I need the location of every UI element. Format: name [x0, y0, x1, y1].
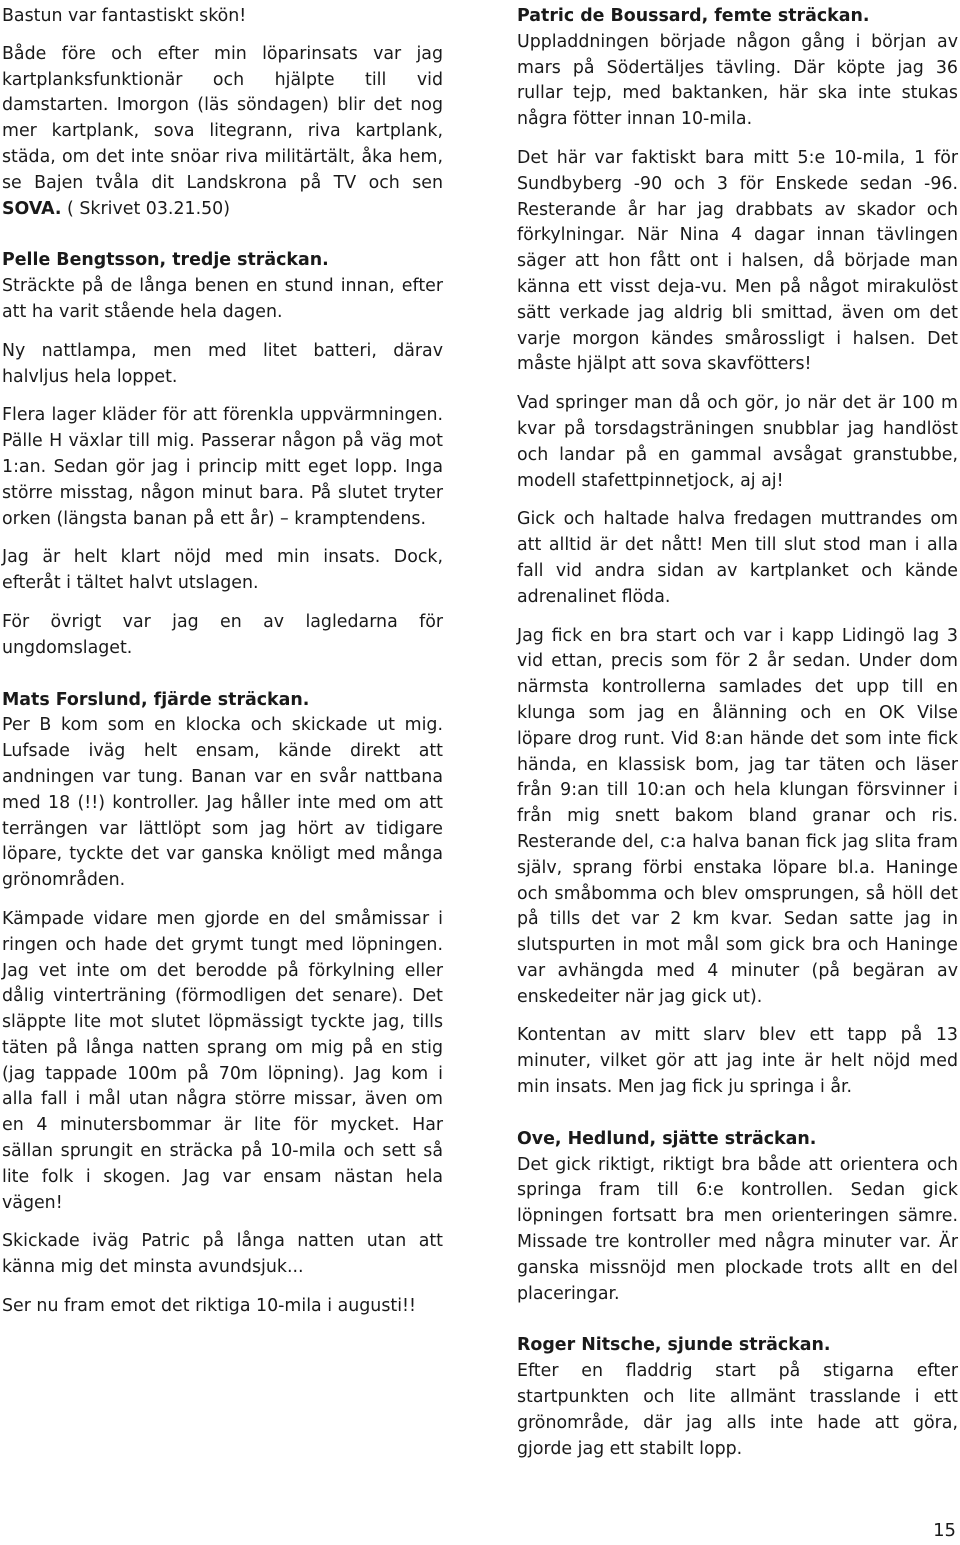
- intro-timestamp: ( Skrivet 03.21.50): [61, 198, 231, 219]
- section-heading-patric: Patric de Boussard, femte sträckan.: [517, 6, 870, 26]
- patric-section-first: [517, 4, 958, 133]
- paragraph: Jag är helt klart nöjd med min insats. Dock, efteråt i tältet halvt utslagen.: [2, 547, 443, 594]
- paragraph: Ser nu fram emot det riktiga 10-mila i augusti!!: [2, 1296, 416, 1317]
- intro-text: Både före och efter min löparinsats var jag kartplanksfunktionär och hjälpte till vid damstarten. Imorgon (läs söndagen) blir det nog mer kartplank, sova litegrann, riva kartplank, städa, om det inte snöar riva militärtält, åka hem, se Bajen tvåla dit Landskrona på TV och sen: [2, 43, 443, 193]
- roger-section: [517, 1333, 958, 1462]
- section-heading-mats: Mats Forslund, fjärde sträckan.: [2, 689, 310, 710]
- paragraph: För övrigt var jag en av lagledarna för ungdomslaget.: [2, 611, 443, 658]
- right-column: [517, 4, 958, 1475]
- section-heading-ove: Ove, Hedlund, sjätte sträckan.: [517, 1128, 817, 1149]
- paragraph: Det här var faktiskt bara mitt 5:e 10-mila, 1 för Sundbyberg -90 och 3 för Enskede sedan -96. Resterande år har jag drabbats av skador och förkylningar. När Nina 4 dagar innan tävlingen säger att hon fått ont i halsen, då började man känna ett visst deja-vu. Men på något mirakulöst sätt verkade jag aldrig bli smittad, även om det varje morgon kändes smårossligt i halsen. Det måste hjälpt att sova skavfötters!: [517, 147, 958, 375]
- left-column: [2, 4, 443, 1333]
- paragraph: Per B kom som en klocka och skickade ut mig. Lufsade iväg helt ensam, kände direkt att andningen var tung. Banan var en svår nattbana med 18 (!!) kontroller. Jag håller inte med om att terrängen var lättlöpt som jag hört av tidigare löpare, tyckte det var ganska knöligt med många grönområden.: [2, 715, 443, 891]
- paragraph: Flera lager kläder för att förenkla uppvärmningen. Pälle H växlar till mig. Passerar någon på väg mot 1:an. Sedan gör jag i princip mitt eget lopp. Inga större misstag, någon minut bara. På slutet tryter orken (längsta banan på ett år) – kramptendens.: [2, 405, 443, 529]
- paragraph: Gick och haltade halva fredagen muttrandes om att alltid är det nått! Men till slut stod man i alla fall vid andra sidan av kartplanket och kände adrenalinet flöda.: [517, 509, 958, 607]
- intro-paragraph: [2, 42, 443, 223]
- paragraph: Jag fick en bra start och var i kapp Lidingö lag 3 vid ettan, precis som för 2 år sedan. Under dom närmsta kontrollerna samlades det upp till en klunga som jag en ålänning och en OK Vilse löpare drog runt. Vid 8:an hände det som inte fick hända, en klassisk bom, jag tar täten och läser från 9:an till 10:an och hela klungan försvinner i från mig snett bakom bland granar och ris. Resterande del, c:a halva banan fick jag slita fram själv, sprang förbi enstaka löpare bl.a. Haninge och småbomma och blev omsprungen, så höll det på tills det var 2 km kvar. Sedan satte jag in slutspurten in mot mål som gick bra och Haninge var avhängda med 4 minuter (på begäran av enskedeiter när jag gick ut).: [517, 625, 958, 1007]
- section-heading-roger: Roger Nitsche, sjunde sträckan.: [517, 1335, 831, 1356]
- paragraph: Vad springer man då och gör, jo när det är 100 m kvar på torsdagsträningen snubblar jag handlöst och landar på en gammal avsågat granstubbe, modell stafettpinnetjock, aj aj!: [517, 393, 958, 491]
- paragraph: Kämpade vidare men gjorde en del småmissar i ringen och hade det grymt tungt med löpningen. Jag vet inte om det berodde på förkylning eller dålig vinterträning (förmodligen det senare). Det släppte lite mot slutet löpmässigt tyckte jag, tills täten på långa natten sprang om mig på en stig (jag tappade 100m på 70m löpning). Jag kom i alla fall i mål utan några större missar, även om en 4 minutersbommar är lite för mycket. Har sällan sprungit en sträcka på 10-mila och sett så lite folk i skogen. Jag var ensam nästan hela vägen!: [2, 908, 443, 1213]
- paragraph: Skickade iväg Patric på långa natten utan att känna mig det minsta avundsjuk...: [2, 1231, 443, 1278]
- paragraph: Ny nattlampa, men med litet batteri, därav halvljus hela loppet.: [2, 340, 443, 387]
- section-heading-pelle: Pelle Bengtsson, tredje sträckan.: [2, 250, 329, 271]
- paragraph: Uppladdningen började någon gång i början av mars på Södertäljes tävling. Där köpte jag 36 rullar tejp, med baktanken, här ska inte stukas några fötter innan 10-mila.: [517, 31, 958, 130]
- paragraph: Det gick riktigt, riktigt bra både att orientera och springa fram till 6:e kontrollen. Sedan gick löpningen fortsatt bra men orienteringen sämre. Missade tre kontroller med några minuter var. Är ganska missnöjd men plockade trots allt en del placeringar.: [517, 1154, 958, 1304]
- intro-bold-text: SOVA.: [2, 198, 62, 219]
- paragraph: Efter en fladdrig start på stigarna efter startpunkten och lite allmänt trasslande i ett grönområde, där jag alls inte hade att göra, gjorde jag ett stabilt lopp.: [517, 1361, 958, 1459]
- paragraph: Sträckte på de långa benen en stund innan, efter att ha varit stående hela dagen.: [2, 276, 443, 322]
- page-number: 15: [933, 1520, 956, 1541]
- mats-section-first: [2, 688, 443, 894]
- intro-line: Bastun var fantastiskt skön!: [2, 6, 247, 26]
- paragraph: Kontentan av mitt slarv blev ett tapp på 13 minuter, vilket gör att jag inte är helt nöjd med min insats. Men jag fick ju springa i år.: [517, 1025, 958, 1098]
- ove-section: [517, 1127, 958, 1308]
- pelle-section-first: [2, 248, 443, 325]
